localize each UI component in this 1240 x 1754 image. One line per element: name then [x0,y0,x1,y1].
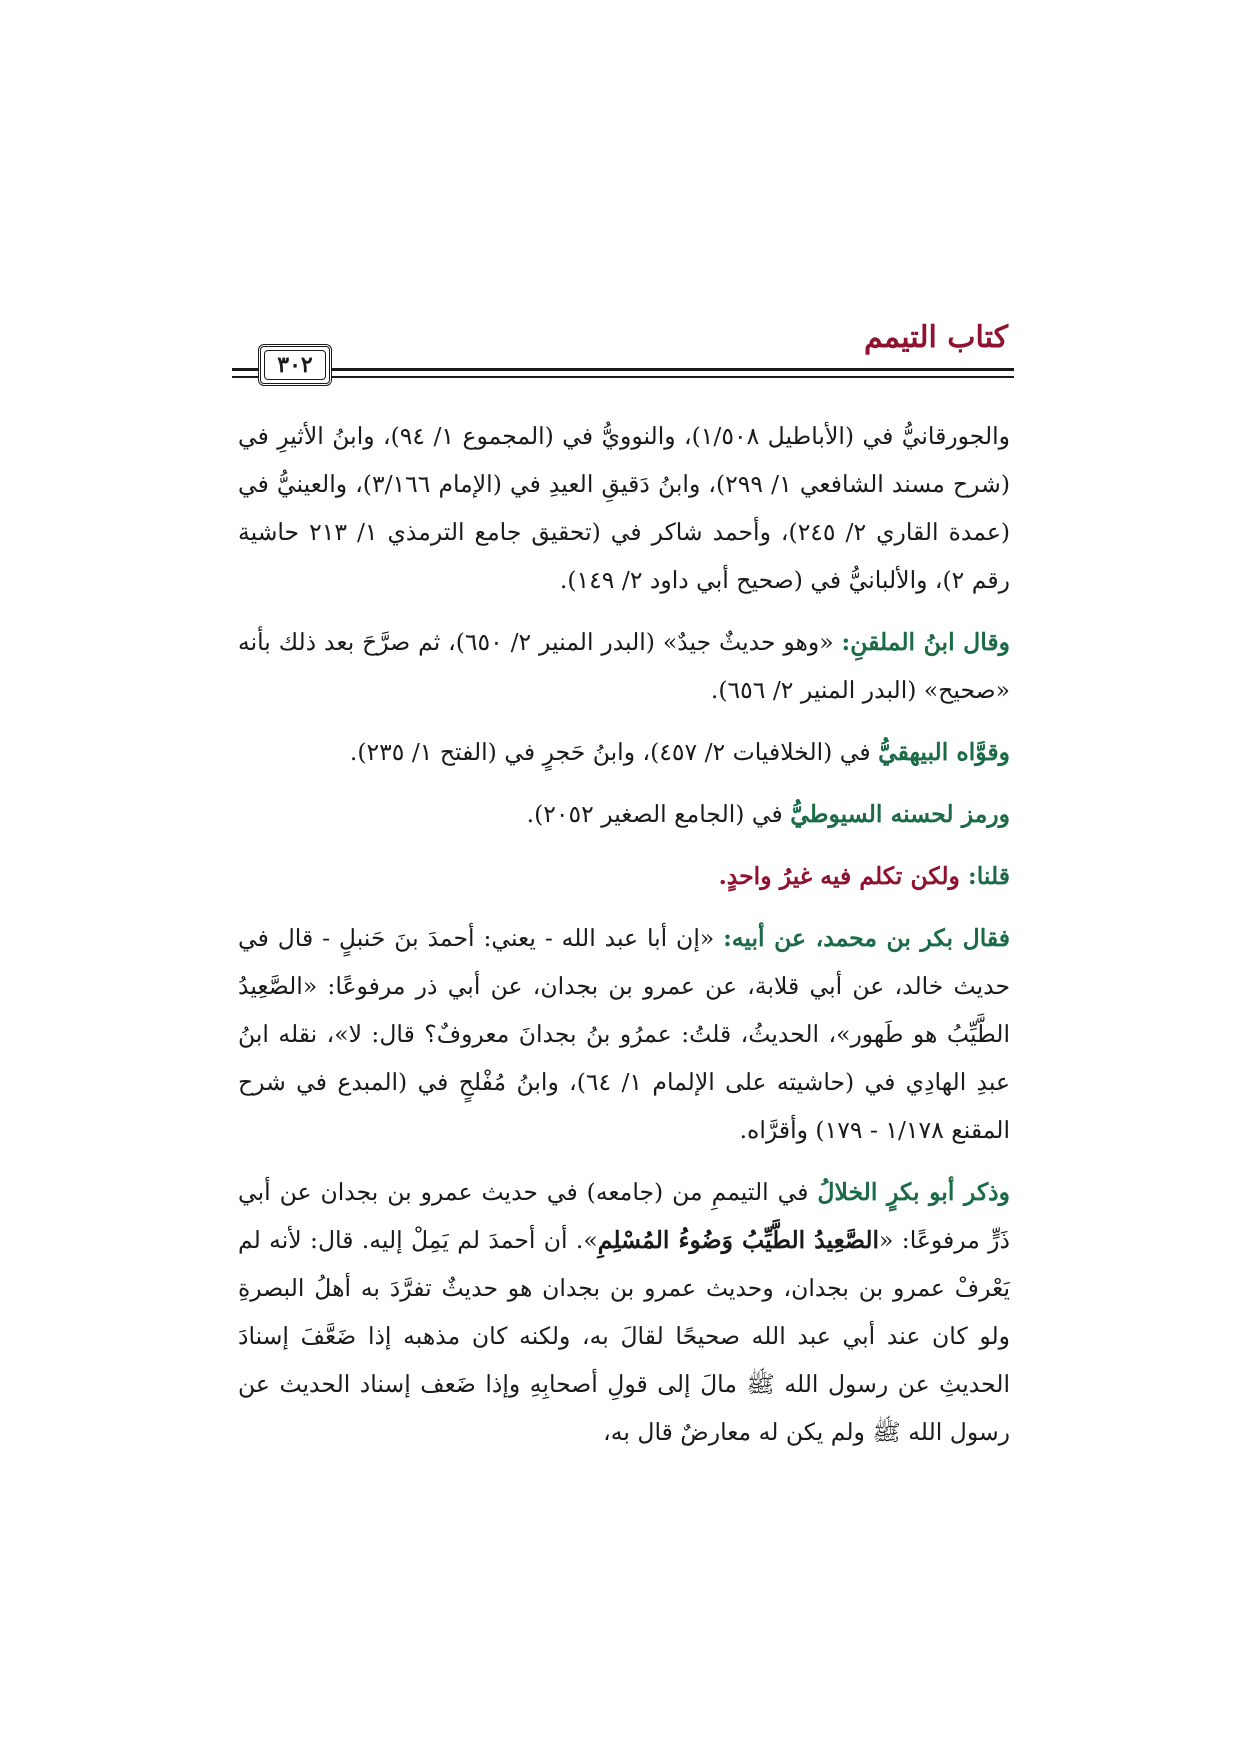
paragraph-label: فقال بكر بن محمد، عن أبيه: [723,924,1010,952]
paragraph-label: وقال ابنُ الملقنِ: [841,628,1010,656]
paragraph-text: في (الخلافيات ٢/ ٤٥٧)، وابنُ حَجرٍ في (الفتح ١/ ٢٣٥). [349,738,879,766]
paragraph-text: «وهو حديثٌ جيدٌ» (البدر المنير ٢/ ٦٥٠)، ثم صرَّحَ بعد ذلك بأنه «صحيح» (البدر المنير ٢/ ٦٥٦). [238,628,1010,704]
paragraph-label: وذكر أبو بكرٍ الخلالُ [817,1178,1010,1206]
paragraph-2 [238,618,1010,714]
chapter-title: كتاب التيمم [863,320,1008,355]
paragraph-label: ورمز لحسنه السيوطيُّ [790,800,1010,828]
paragraph-text: في (الجامع الصغير ٢٠٥٢). [526,800,791,828]
paragraph-label: وقوَّاه البيهقيُّ [878,738,1010,766]
page-header [232,318,1014,392]
paragraph-text: «إن أبا عبد الله - يعني: أحمدَ بنَ حَنبلٍ - قال في حديث خالد، عن أبي قلابة، عن عمرو بن بجدان، عن أبي ذر مرفوعًا: «الصَّعِيدُ الطَّيِّبُ هو طَهور»، الحديثُ، قلتُ: عمرُو بنُ بجدانَ معروفٌ؟ قال: لا»، نقله ابنُ عبدِ الهادِي في (حاشيته على الإلمام ١/ ٦٤)، وابنُ مُفْلحٍ في (المبدع في شرح المقنع ١/١٧٨ - ١٧٩) وأقرَّاه. [238,924,1011,1144]
paragraph-5 [238,852,1010,900]
page-number-frame [258,344,332,386]
paragraph-text: في التيممِ من (جامعه) في حديث عمرو بن بجدان عن أبي ذَرٍّ مرفوعًا: « [238,1178,1010,1254]
paragraph-text-continued: ». أن أحمدَ لم يَمِلْ إليه. قال: لأنه لم يَعْرفْ عمرو بن بجدان، وحديث عمرو بن بجدان هو حديثٌ تفرَّدَ به أهلُ البصرةِ ولو كان عند أبي عبد الله صحيحًا لقالَ به، ولكنه كان مذهبه إذا ضَعَّفَ إسنادَ الحديثِ عن رسول الله ﷺ مالَ إلى قولِ أصحابِهِ وإذا ضَعف إسناد الحديث عن رسول الله ﷺ ولم يكن له معارضٌ قال به، [238,1226,1010,1446]
header-rule-thin [232,376,1014,378]
hadith-quote: الصَّعِيدُ الطَّيِّبُ وَضُوءُ المُسْلِمِ [597,1226,880,1254]
page-body [238,412,1010,1470]
paragraph-1 [238,412,1010,604]
paragraph-prefix: قلنا: [968,862,1010,890]
header-rule-thick [232,368,1014,371]
paragraph-highlight: ولكن تكلم فيه غيرُ واحدٍ. [718,862,969,890]
paragraph-text: والجورقانيُّ في (الأباطيل ١/٥٠٨)، والنوويُّ في (المجموع ١/ ٩٤)، وابنُ الأثيرِ في (شرح مسند الشافعي ١/ ٢٩٩)، وابنُ دَقيقِ العيدِ في (الإمام ٣/١٦٦)، والعينيُّ في (عمدة القاري ٢/ ٢٤٥)، وأحمد شاكر في (تحقيق جامع الترمذي ١/ ٢١٣ حاشية رقم ٢)، والألبانيُّ في (صحيح أبي داود ٢/ ١٤٩). [238,422,1011,594]
paragraph-4 [238,790,1010,838]
paragraph-7 [238,1168,1010,1456]
page-number: ٣٠٢ [264,350,326,380]
paragraph-6 [238,914,1010,1154]
paragraph-3 [238,728,1010,776]
